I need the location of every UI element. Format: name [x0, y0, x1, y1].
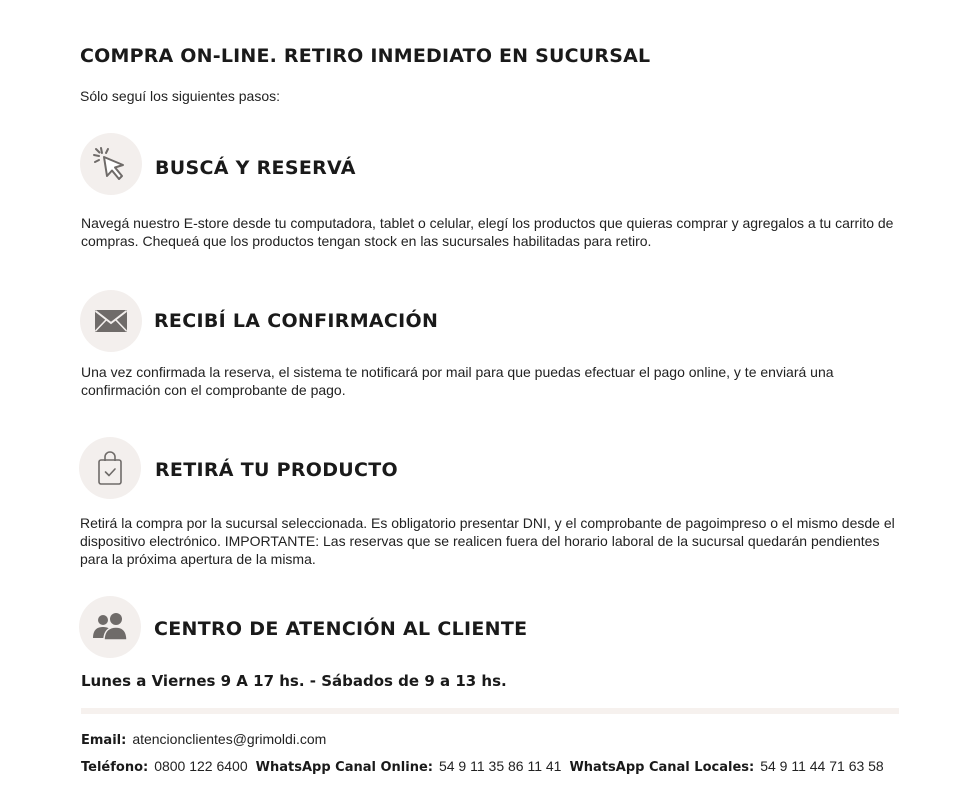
email-link[interactable]: atencionclientes@grimoldi.com — [132, 731, 327, 747]
whatsapp-locales-number[interactable]: 54 9 11 44 71 63 58 — [760, 758, 884, 774]
support-hours: Lunes a Viernes 9 A 17 hs. - Sábados de 9 a 13 hs. — [81, 672, 507, 690]
step-2-icon-badge — [80, 290, 142, 352]
shopping-bag-icon — [90, 448, 130, 488]
email-label: Email: — [81, 733, 127, 748]
whatsapp-locales-label: WhatsApp Canal Locales: — [569, 760, 755, 775]
step-3-text: Retirá la compra por la sucursal seleccionada. Es obligatorio presentar DNI, y el comprobante de pagoimpreso o el mismo desde el dispositivo electrónico. IMPORTANTE: Las reservas que se realicen fuera del horario laboral de la sucursal quedarán pendientes para la próxima apertura de la misma. — [80, 515, 895, 567]
step-2-title: RECIBÍ LA CONFIRMACIÓN — [154, 310, 439, 332]
support-icon-badge — [79, 596, 141, 658]
envelope-icon — [91, 301, 131, 341]
support-title: CENTRO DE ATENCIÓN AL CLIENTE — [154, 618, 528, 640]
cursor-click-icon — [91, 144, 131, 184]
phone-number[interactable]: 0800 122 6400 — [154, 758, 248, 774]
whatsapp-online-label: WhatsApp Canal Online: — [255, 760, 433, 775]
step-2-text: Una vez confirmada la reserva, el sistema te notificará por mail para que puedas efectuar el pago online, y te enviará una confirmación con el comprobante de pago. — [81, 364, 834, 398]
step-1-title: BUSCÁ Y RESERVÁ — [155, 157, 356, 179]
phone-label: Teléfono: — [81, 760, 149, 775]
email-row — [81, 731, 326, 748]
whatsapp-online-number[interactable]: 54 9 11 35 86 11 41 — [438, 758, 562, 774]
step-1-icon-badge — [80, 133, 142, 195]
users-icon — [89, 607, 131, 647]
step-3-title: RETIRÁ TU PRODUCTO — [155, 459, 398, 481]
step-3-icon-badge — [79, 437, 141, 499]
page-title: COMPRA ON-LINE. RETIRO INMEDIATO EN SUCURSAL — [80, 45, 651, 67]
phone-row — [81, 758, 884, 775]
intro-text: Sólo seguí los siguientes pasos: — [80, 88, 281, 104]
step-1-text: Navegá nuestro E-store desde tu computadora, tablet o celular, elegí los productos que quieras comprar y agregalos a tu carrito de compras. Chequeá que los productos tengan stock en las sucursales habilitadas para retiro. — [81, 215, 894, 249]
divider — [81, 708, 899, 714]
